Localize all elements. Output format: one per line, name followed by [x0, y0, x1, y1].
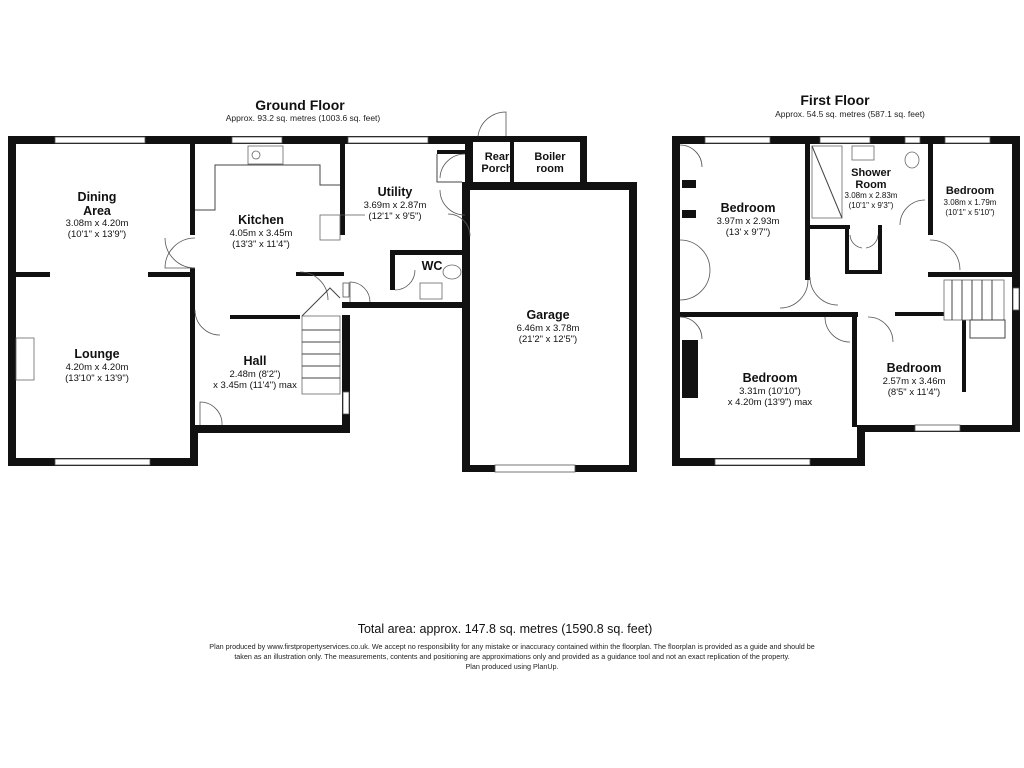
room-boiler [534, 151, 566, 175]
disclaimer-line-2: taken as an illustration only. The measurements, contents and positioning are approximations only and provided as a guidance tool and not an exact replication of the property. [234, 652, 790, 661]
svg-text:Lounge: Lounge [74, 347, 120, 361]
room-rear-porch [481, 151, 512, 175]
svg-text:(10'1" x 9'3"): (10'1" x 9'3") [848, 201, 894, 210]
svg-text:(10'1" x 5'10"): (10'1" x 5'10") [945, 208, 995, 217]
svg-text:(10'1" x 13'9"): (10'1" x 13'9") [67, 229, 127, 240]
first-floor-fixtures [812, 146, 1005, 338]
first-floor-title: First Floor [800, 92, 870, 108]
svg-text:Dining: Dining [77, 190, 117, 204]
room-utility [364, 185, 427, 222]
svg-text:3.69m x 2.87m: 3.69m x 2.87m [363, 200, 427, 211]
svg-text:room: room [536, 163, 564, 175]
svg-text:2.48m (8'2"): 2.48m (8'2") [229, 369, 281, 380]
svg-text:Area: Area [83, 204, 111, 218]
svg-text:3.97m x 2.93m: 3.97m x 2.93m [716, 216, 780, 227]
svg-text:WC: WC [421, 259, 443, 273]
svg-text:Room: Room [855, 179, 887, 191]
svg-text:Rear: Rear [484, 151, 510, 163]
svg-text:4.20m x 4.20m: 4.20m x 4.20m [65, 362, 129, 373]
svg-text:3.08m x 4.20m: 3.08m x 4.20m [65, 218, 129, 229]
svg-text:(8'5" x 11'4"): (8'5" x 11'4") [887, 387, 941, 398]
svg-text:Porch: Porch [481, 163, 513, 175]
room-kitchen [230, 213, 293, 250]
room-hall [213, 354, 297, 391]
svg-text:Kitchen: Kitchen [238, 213, 284, 227]
svg-text:(21'2" x 12'5"): (21'2" x 12'5") [518, 334, 578, 345]
svg-text:3.08m x 2.83m: 3.08m x 2.83m [844, 191, 898, 200]
svg-text:Bedroom: Bedroom [886, 361, 942, 375]
svg-text:3.08m x 1.79m: 3.08m x 1.79m [943, 198, 997, 207]
room-lounge [65, 347, 129, 384]
ground-floor-title: Ground Floor [255, 97, 345, 113]
room-wc [422, 259, 443, 273]
svg-text:Bedroom: Bedroom [945, 185, 995, 197]
svg-text:Shower: Shower [851, 167, 891, 179]
svg-text:(13' x 9'7"): (13' x 9'7") [725, 227, 771, 238]
svg-text:x 4.20m (13'9") max: x 4.20m (13'9") max [727, 397, 813, 408]
svg-text:4.05m x 3.45m: 4.05m x 3.45m [229, 228, 293, 239]
room-dining [66, 190, 129, 240]
svg-text:Boiler: Boiler [534, 151, 566, 163]
room-bedroom-3 [728, 371, 813, 408]
svg-text:6.46m x 3.78m: 6.46m x 3.78m [516, 323, 580, 334]
stairs [302, 288, 340, 394]
first-floor-plan [672, 92, 1020, 466]
disclaimer-line-1: Plan produced by www.firstpropertyservices.co.uk. We accept no responsibility for any mistake or inaccuracy contained within the floorplan. The floorplan is provided as a guide and should be [209, 642, 815, 651]
ground-floor-plan [8, 97, 637, 472]
first-floor-area: Approx. 54.5 sq. metres (587.1 sq. feet) [775, 109, 925, 119]
ground-floor-walls [8, 136, 637, 472]
svg-text:(13'10" x 13'9"): (13'10" x 13'9") [65, 373, 129, 384]
svg-text:Garage: Garage [526, 308, 570, 322]
room-bedroom-1 [717, 201, 780, 238]
svg-text:(13'3" x 11'4"): (13'3" x 11'4") [232, 239, 290, 250]
total-area: Total area: approx. 147.8 sq. metres (1590.8 sq. feet) [357, 622, 653, 636]
svg-text:(12'1" x 9'5"): (12'1" x 9'5") [368, 211, 422, 222]
ground-floor-area: Approx. 93.2 sq. metres (1003.6 sq. feet) [225, 113, 381, 123]
room-shower [845, 167, 898, 210]
svg-text:x 3.45m (11'4") max: x 3.45m (11'4") max [213, 380, 297, 391]
room-bedroom-2 [944, 185, 997, 217]
svg-text:Bedroom: Bedroom [742, 371, 798, 385]
svg-text:3.31m (10'10"): 3.31m (10'10") [739, 386, 801, 397]
svg-text:2.57m x 3.46m: 2.57m x 3.46m [882, 376, 946, 387]
room-bedroom-4 [883, 361, 946, 398]
svg-text:Bedroom: Bedroom [720, 201, 776, 215]
room-garage [517, 308, 580, 345]
svg-text:Hall: Hall [243, 354, 267, 368]
svg-text:Utility: Utility [377, 185, 413, 199]
disclaimer-line-3: Plan produced using PlanUp. [465, 662, 559, 671]
